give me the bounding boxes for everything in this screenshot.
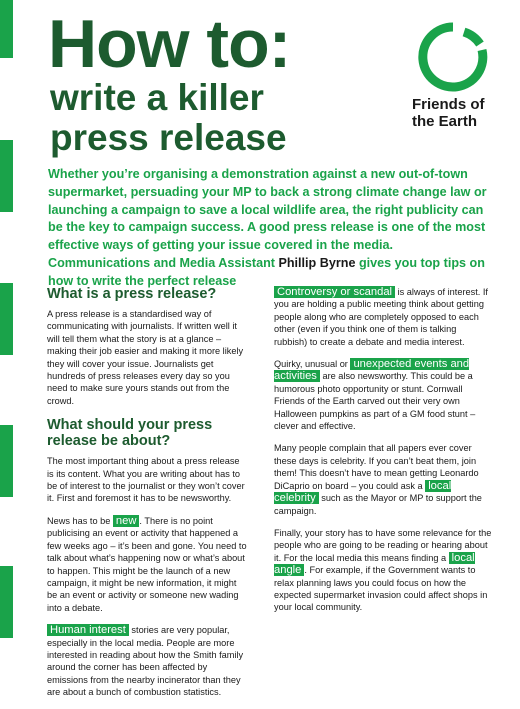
body-paragraph	[274, 527, 492, 614]
body-text: . For example, if the Government wants to relax planning laws you could focus on how the expected supermarket invasion could affect shops in your local community.	[274, 565, 488, 613]
body-text: . There is no point publicising an event or activity that happened a few weeks ago – it’s been and gone. You need to talk about what’s happening now or what’s about to happen. This might be the launch of a new campaign, it might be new information, it might be an event or activity or someone new wading into a debate.	[47, 515, 247, 613]
side-tab	[0, 566, 13, 638]
body-text: News has to be	[47, 515, 113, 526]
body-text: is always of interest. If you are holding a public meeting think about getting people along who are completely opposed to each other (even if you think one of them is talking rubbish) to create a debate and media interest.	[274, 287, 488, 347]
logo-line: the Earth	[412, 113, 478, 130]
side-tab	[0, 283, 13, 355]
right-column	[274, 286, 492, 624]
friends-of-the-earth-logo-icon	[418, 22, 488, 92]
subtitle-line: press release	[50, 117, 287, 158]
logo-text	[412, 96, 508, 130]
body-text: Finally, your story has to have some relevance for the people who are going to be reading or hearing about it. For the local media this means finding a	[274, 527, 492, 563]
section-heading: What should your press release be about?	[47, 417, 213, 450]
left-column	[47, 286, 247, 709]
section-heading: What is a press release?	[47, 286, 217, 302]
highlight-label: Human interest	[47, 624, 129, 636]
highlight-label: local angle	[274, 551, 475, 577]
body-paragraph	[274, 286, 492, 348]
body-paragraph: A press release is a standardised way of communicating with journalists. If written well it will tell them what the story is at a glance – making their job easier and making it more likely they will cover your issue. Journalists get hundreds of press releases every day so you need to make sure yours stands out from the crowd.	[47, 309, 244, 406]
logo	[412, 22, 508, 130]
body-text: are also newsworthy. This could be a humorous photo opportunity or stunt. Cornwall Friends of the Earth carved out their very own Halloween pumpkins as part of a GM food stunt – clever and effective.	[274, 371, 476, 432]
highlight-label: local celebrity	[274, 479, 452, 505]
highlight-label: Controversy or scandal	[274, 286, 395, 298]
page-subtitle	[50, 78, 287, 158]
body-text: Quirky, unusual or	[274, 359, 351, 370]
subtitle-line: write a killer	[50, 77, 264, 118]
intro-text: gives you top tips on how to write the perfect release	[48, 255, 485, 288]
page-title: How to:	[48, 6, 291, 82]
side-tab	[0, 425, 13, 497]
body-text: Many people complain that all papers ever cover these days is celebrity. If you can’t beat them, join them! This doesn’t have to mean getting Leonardo DiCaprio on board – you could ask a	[274, 443, 479, 491]
body-paragraph	[274, 358, 492, 432]
side-tab	[0, 0, 13, 58]
side-tab	[0, 140, 13, 212]
highlight-label: unexpected events and activities	[274, 358, 470, 383]
body-paragraph	[47, 515, 247, 614]
body-text: such as the Mayor or MP to support the campaign.	[274, 493, 482, 516]
logo-line: Friends of	[412, 96, 485, 113]
body-paragraph	[274, 442, 492, 516]
intro-text: Whether you’re organising a demonstration against a new out-of-town supermarket, persuading your MP to back a strong climate change law or launching a campaign to save a local wildlife area, the right publicity can be the key to campaign success. A good press release is one of the most effective ways of getting your issue covered in the media. Communications and Media Assistant	[48, 167, 487, 270]
body-paragraph: The most important thing about a press release is its content. What you are writing about has to be of interest to the journalist or they won’t cover it. First and foremost it has to be newsworthy.	[47, 456, 245, 504]
body-text: stories are very popular, especially in the local media. People are more interested in reading about how the Smith family around the corner has been affected by emissions from the nearby incinerator than they are about a bunch of combustion statistics.	[47, 625, 244, 698]
body-paragraph	[47, 624, 247, 698]
highlight-label: new	[113, 515, 140, 527]
intro-paragraph	[48, 166, 498, 291]
author-name: Phillip Byrne	[278, 255, 356, 270]
